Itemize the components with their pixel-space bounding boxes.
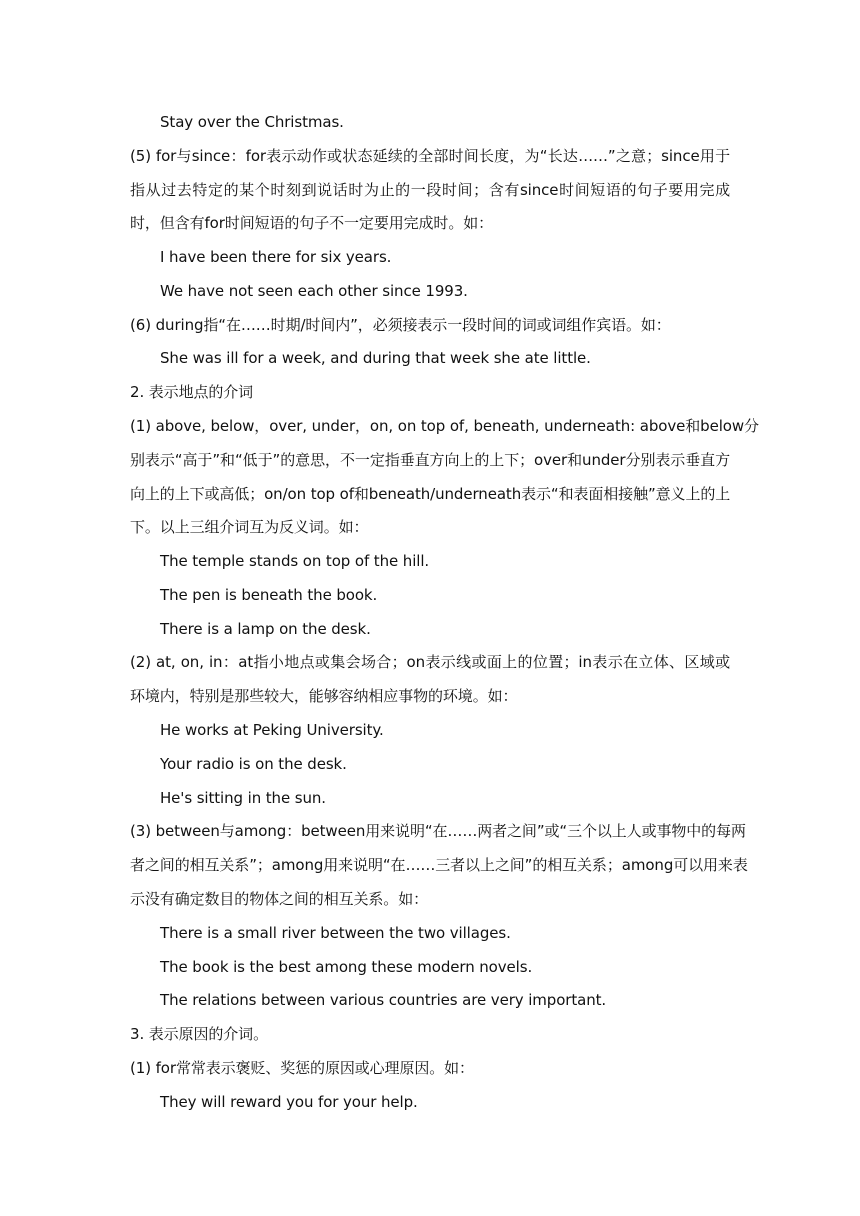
example-sentence: We have not seen each other since 1993. xyxy=(160,282,468,300)
example-sentence: He's sitting in the sun. xyxy=(160,789,326,807)
example-sentence: They will reward you for your help. xyxy=(160,1093,418,1111)
paragraph-line: (3) between与among：between用来说明“在……两者之间”或“三个以上人或事物中的每两 xyxy=(130,822,746,840)
paragraph-line: 者之间的相互关系”；among用来说明“在……三者以上之间”的相互关系；among可以用来表 xyxy=(130,856,748,874)
example-sentence: The pen is beneath the book. xyxy=(160,586,378,604)
paragraph-line: 下。以上三组介词互为反义词。如： xyxy=(130,518,369,536)
paragraph-line: 环境内，特别是那些较大，能够容纳相应事物的环境。如： xyxy=(130,687,518,705)
paragraph-line: (6) during指“在……时期/时间内”，必须接表示一段时间的词或词组作宾语。如： xyxy=(130,316,671,334)
paragraph-line: 别表示“高于”和“低于”的意思，不一定指垂直方向上的上下；over和under分别表示垂直方 xyxy=(130,451,730,469)
example-sentence: The temple stands on top of the hill. xyxy=(160,552,430,570)
example-sentence: There is a lamp on the desk. xyxy=(160,620,371,638)
paragraph-line: 指从过去特定的某个时刻到说话时为止的一段时间；含有since时间短语的句子要用完成 xyxy=(130,181,730,199)
example-sentence: Your radio is on the desk. xyxy=(160,755,347,773)
section-heading: 3. 表示原因的介词。 xyxy=(130,1025,268,1043)
example-sentence: I have been there for six years. xyxy=(160,248,392,266)
example-sentence: The book is the best among these modern novels. xyxy=(160,958,533,976)
example-sentence: The relations between various countries are very important. xyxy=(160,991,607,1009)
example-sentence: There is a small river between the two villages. xyxy=(160,924,511,942)
paragraph-line: 示没有确定数目的物体之间的相互关系。如： xyxy=(130,890,429,908)
example-sentence: She was ill for a week, and during that week she ate little. xyxy=(160,349,591,367)
paragraph-line: (5) for与since：for表示动作或状态延续的全部时间长度，为“长达……”之意；since用于 xyxy=(130,147,730,165)
paragraph-line: (2) at, on, in：at指小地点或集会场合；on表示线或面上的位置；in表示在立体、区域或 xyxy=(130,653,730,671)
paragraph-line: (1) above, below，over, under，on, on top of, beneath, underneath: above和below分 xyxy=(130,417,759,435)
paragraph-line: 向上的上下或高低；on/on top of和beneath/underneath表示“和表面相接触”意义上的上 xyxy=(130,485,731,503)
paragraph-line: 时，但含有for时间短语的句子不一定要用完成时。如： xyxy=(130,214,494,232)
example-sentence: Stay over the Christmas. xyxy=(160,113,344,131)
paragraph-line: (1) for常常表示褒贬、奖惩的原因或心理原因。如： xyxy=(130,1059,474,1077)
example-sentence: He works at Peking University. xyxy=(160,721,384,739)
section-heading: 2. 表示地点的介词 xyxy=(130,383,254,401)
